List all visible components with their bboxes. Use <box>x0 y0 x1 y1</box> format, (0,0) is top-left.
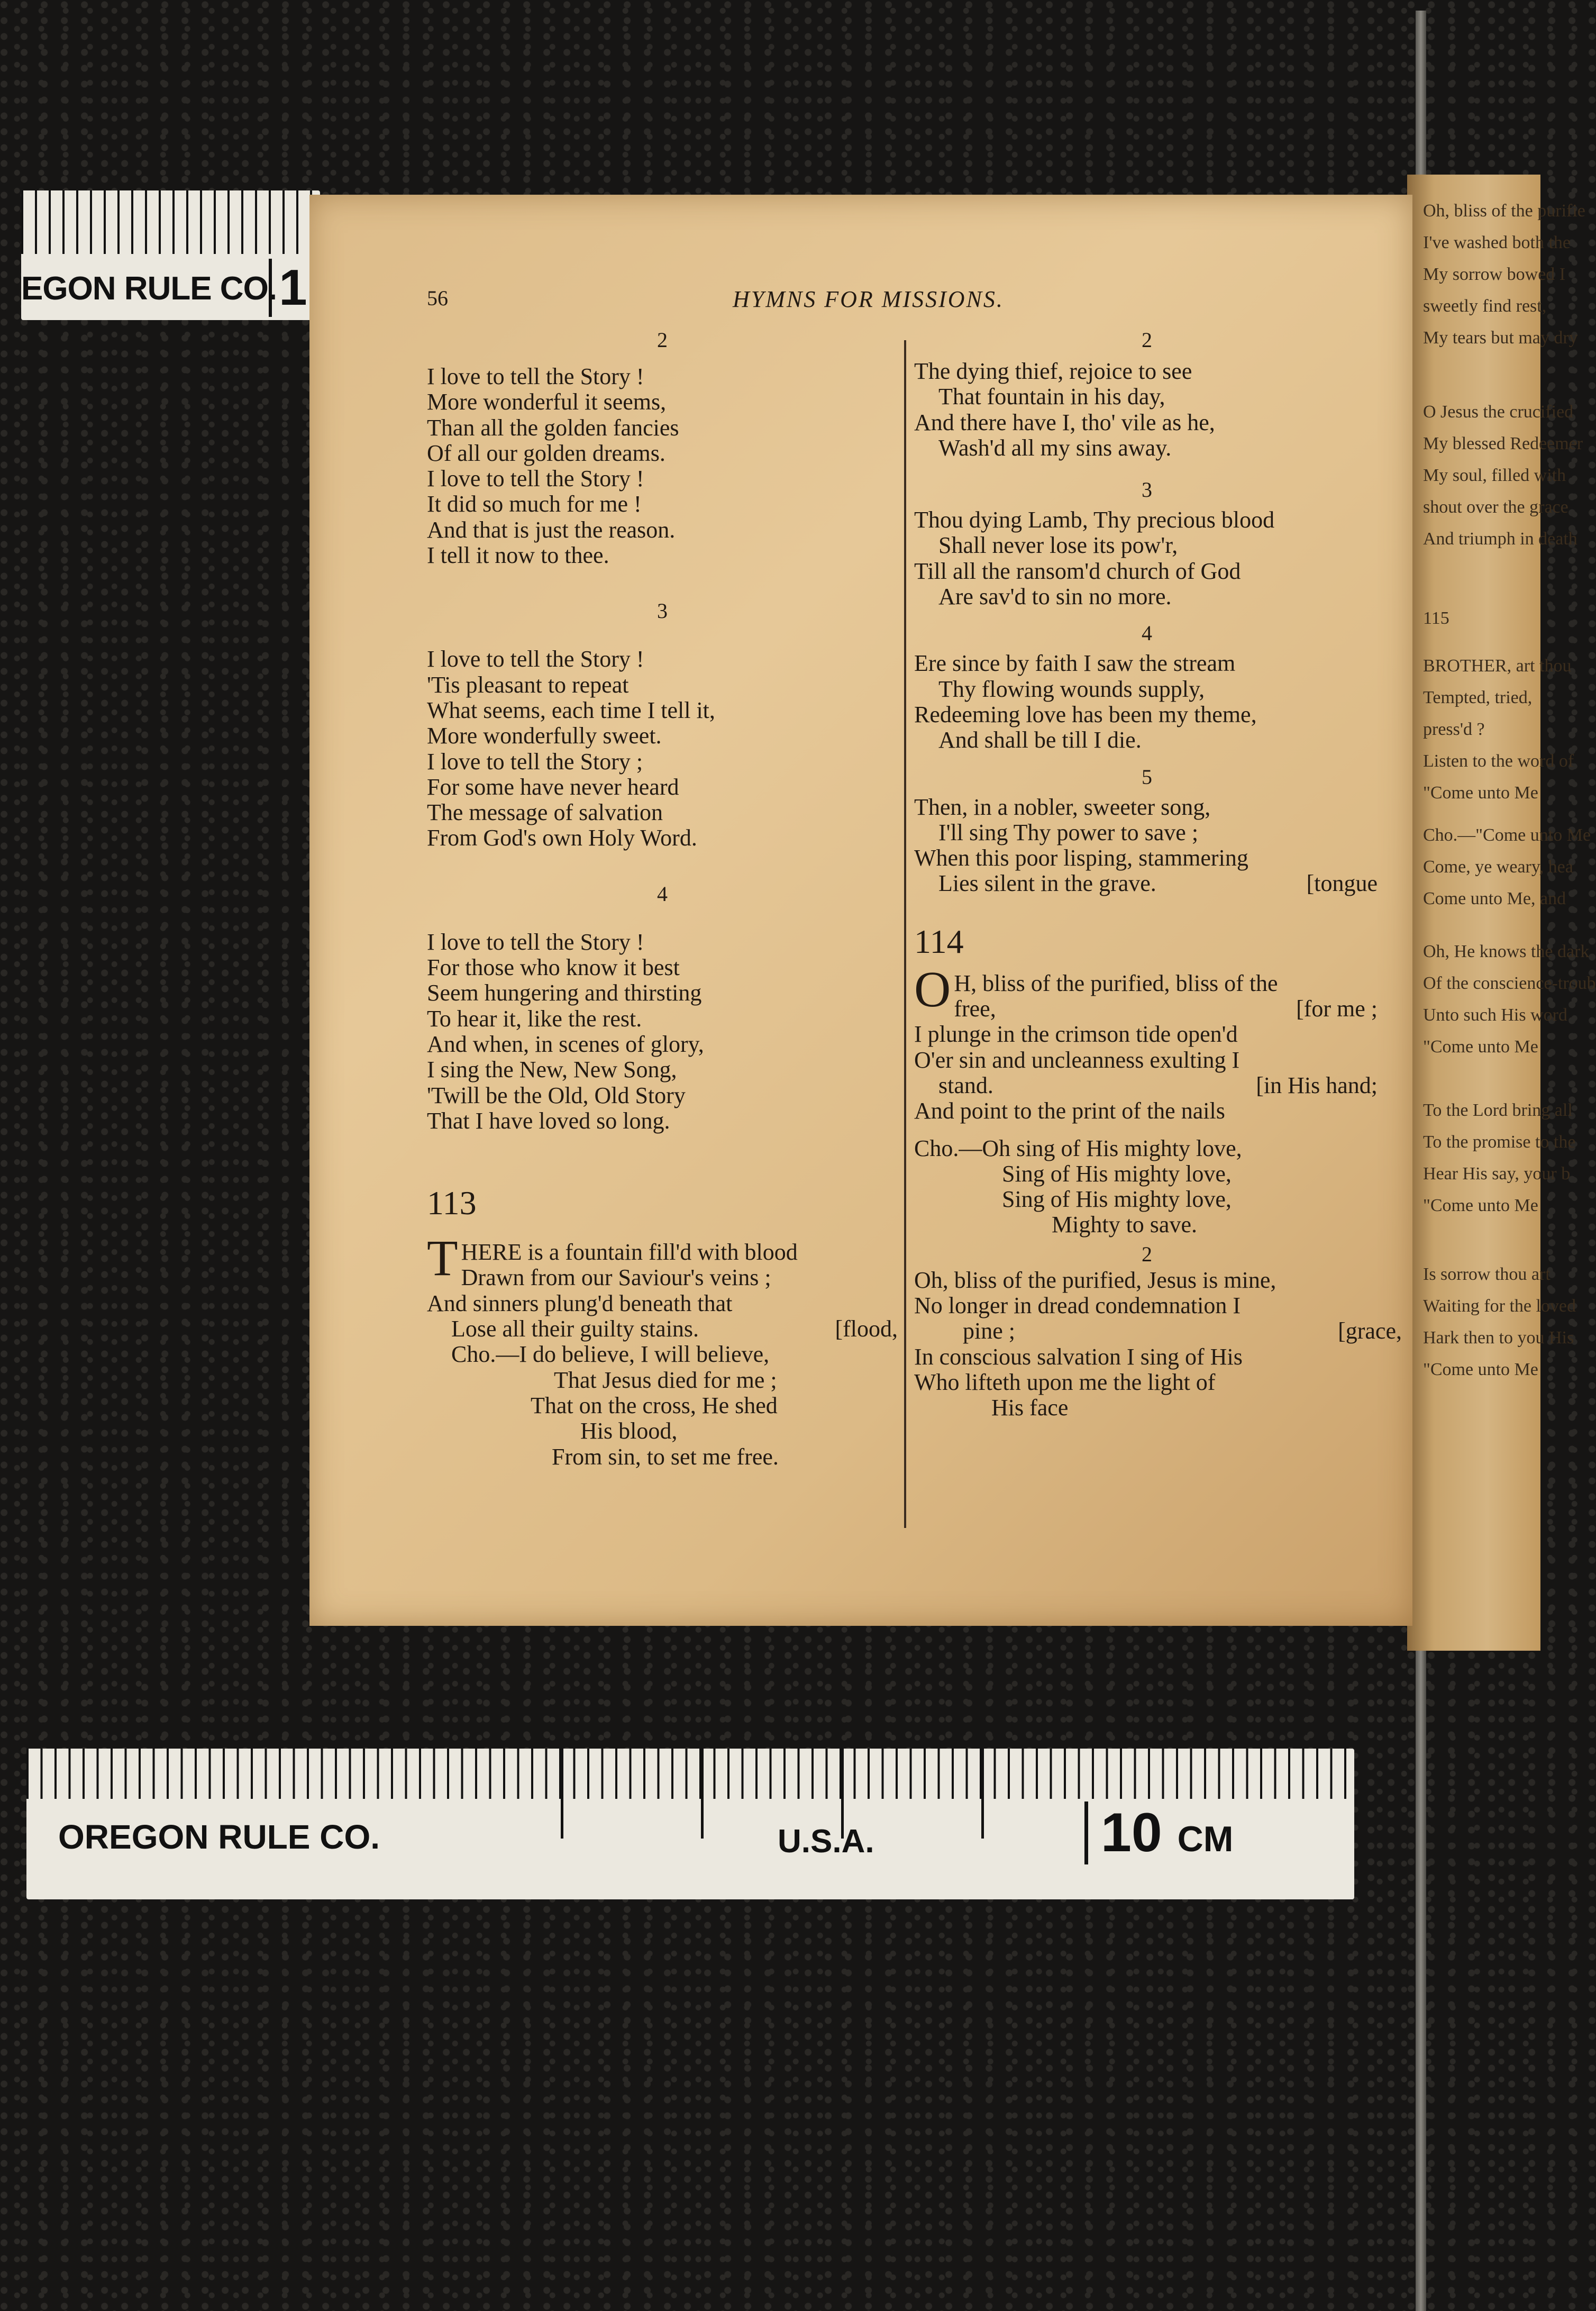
next-page-fragment: My sorrow bowed I <box>1423 265 1566 284</box>
page-header <box>309 286 1412 312</box>
next-page-fragment: press'd ? <box>1423 720 1485 739</box>
stanza-number: 3 <box>1142 478 1152 502</box>
verse-line: I sing the New, New Song, <box>427 1057 677 1083</box>
next-page-fragment: Oh, bliss of the purifie <box>1423 201 1585 221</box>
verse-line: I love to tell the Story ! <box>427 363 644 389</box>
stanza-number: 4 <box>657 881 668 906</box>
stanza <box>914 764 1380 897</box>
carryover-word: [for me ; <box>1296 996 1378 1022</box>
stanza <box>427 327 898 568</box>
next-page-fragment: Hear His say, your b <box>1423 1164 1571 1184</box>
stanza <box>914 620 1380 753</box>
drop-cap: O <box>914 960 951 1017</box>
verse-line: No longer in dread condemnation I <box>914 1293 1241 1319</box>
verse-line: Wash'd all my sins away. <box>938 434 1172 461</box>
next-page-fragment: My soul, filled with <box>1423 466 1566 485</box>
next-page-fragment: To the Lord bring all <box>1423 1100 1573 1120</box>
stanza-number: 2 <box>1142 1242 1152 1266</box>
next-page-fragment: Unto such His word <box>1423 1005 1567 1025</box>
ruler-bottom <box>26 1749 1354 1899</box>
verse-line: Thy flowing wounds supply, <box>938 676 1205 702</box>
verse-line: stand. [in His hand; <box>938 1072 1378 1098</box>
chorus-line: Sing of His mighty love, <box>1002 1186 1232 1213</box>
verse-line: I plunge in the crimson tide open'd <box>914 1021 1238 1048</box>
verse-line: I love to tell the Story ! <box>427 466 644 492</box>
next-page-fragment: O Jesus the crucified <box>1423 402 1574 422</box>
next-page-fragment: My blessed Redeemer <box>1423 434 1583 453</box>
verse-line: I love to tell the Story ; <box>427 748 643 775</box>
next-page-fragment: Of the conscience-troub <box>1423 973 1596 993</box>
verse-line: What seems, each time I tell it, <box>427 697 715 723</box>
hymn-number: 114 <box>914 922 964 960</box>
verse-line: Ere since by faith I saw the stream <box>914 650 1236 677</box>
stanza-number: 3 <box>657 599 668 623</box>
ruler-major-tick <box>701 1749 704 1839</box>
verse-line: Redeeming love has been my theme, <box>914 701 1257 727</box>
verse-line: Who lifteth upon me the light of <box>914 1369 1216 1395</box>
page-number: 56 <box>427 286 448 310</box>
next-page-fragment: I've washed both the <box>1423 233 1571 252</box>
next-page-fragment: My tears but may dry <box>1423 328 1578 348</box>
verse-line: Are sav'd to sin no more. <box>938 584 1172 610</box>
verse-line: From God's own Holy Word. <box>427 825 697 851</box>
left-column <box>427 327 898 1470</box>
verse-line: Thou dying Lamb, Thy precious blood <box>914 507 1275 533</box>
next-page-fragment: Cho.—"Come unto Me <box>1423 825 1591 845</box>
next-page-fragment: Listen to the word of <box>1423 751 1574 771</box>
carryover-word: [tongue <box>1306 870 1378 897</box>
chorus-line: That on the cross, He shed <box>531 1392 778 1418</box>
stanza <box>914 477 1380 609</box>
stanza-number: 5 <box>1142 765 1152 789</box>
next-page-fragment: "Come unto Me <box>1423 1360 1538 1379</box>
chorus-line: Cho.—Oh sing of His mighty love, <box>914 1135 1242 1161</box>
verse-line: pine ; [grace, <box>963 1318 1402 1344</box>
chorus-line: From sin, to set me free. <box>552 1443 779 1470</box>
next-page-fragment: Come unto Me, and <box>1423 889 1566 908</box>
verse-line: I love to tell the Story ! <box>427 646 644 672</box>
next-page-fragment: BROTHER, art thou <box>1423 656 1572 676</box>
ruler-major-tick <box>981 1749 984 1839</box>
carryover-word: [in His hand; <box>1256 1072 1378 1098</box>
hymn-number: 113 <box>427 1184 477 1222</box>
ruler-top <box>21 190 320 320</box>
ruler-major-tick <box>561 1749 563 1839</box>
ruler-number: 10 CM <box>1084 1802 1233 1864</box>
next-page-fragment: Oh, He knows the dark <box>1423 942 1590 961</box>
ruler-country: U.S.A. <box>778 1823 874 1860</box>
verse-line: In conscious salvation I sing of His <box>914 1343 1243 1370</box>
next-page-fragment: And triumph in death <box>1423 529 1577 549</box>
ruler-ticks <box>26 1749 1354 1799</box>
verse-line: Oh, bliss of the purified, Jesus is mine, <box>914 1267 1276 1293</box>
next-page-fragment: Hark then to you His <box>1423 1328 1574 1348</box>
stanza <box>427 598 898 851</box>
column-divider <box>904 340 906 1528</box>
next-page-fragment: To the promise to the <box>1423 1132 1576 1152</box>
verse-line: Than all the golden fancies <box>427 414 679 441</box>
chorus-line: Mighty to save. <box>1052 1212 1197 1238</box>
stanza-number: 2 <box>657 328 668 352</box>
next-page-fragment: sweetly find rest, <box>1423 296 1547 316</box>
drop-cap: T <box>427 1230 458 1287</box>
next-page-fragment: 115 <box>1423 608 1449 628</box>
verse-line: Lose all their guilty stains. [flood, <box>451 1316 898 1342</box>
hymn <box>914 918 1402 1421</box>
verse-line: That fountain in his day, <box>938 384 1165 410</box>
next-page-fragment: "Come unto Me <box>1423 783 1538 803</box>
stanza <box>427 881 898 1134</box>
next-page-fragment: Waiting for the loved <box>1423 1296 1576 1316</box>
verse-line: Of all our golden dreams. <box>427 440 665 466</box>
chorus-line: That Jesus died for me ; <box>554 1367 777 1393</box>
verse-line: To hear it, like the rest. <box>427 1005 642 1032</box>
running-head: HYMNS FOR MISSIONS. <box>733 286 1004 312</box>
stanza-number: 4 <box>1142 621 1152 645</box>
verse-line: That I have loved so long. <box>427 1107 670 1134</box>
ruler-brand: EGON RULE CO. <box>21 270 277 307</box>
verse-line: 'Tis pleasant to repeat <box>427 671 629 698</box>
verse-line: The message of salvation <box>427 799 663 826</box>
ruler-number: 1 <box>269 259 314 317</box>
chorus-line: Cho.—I do believe, I will believe, <box>451 1341 770 1368</box>
verse-line: O'er sin and uncleanness exulting I <box>914 1047 1240 1073</box>
verse-line: And that is just the reason. <box>427 516 676 543</box>
verse-line: Then, in a nobler, sweeter song, <box>914 794 1211 820</box>
verse-line: I tell it now to thee. <box>427 542 609 569</box>
verse-line: And there have I, tho' vile as he, <box>914 409 1215 435</box>
verse-line: Till all the ransom'd church of God <box>914 558 1241 584</box>
verse-line: And shall be till I die. <box>938 727 1142 753</box>
chorus-line: Sing of His mighty love, <box>1002 1160 1232 1187</box>
next-page <box>1407 175 1596 1651</box>
carryover-word: [grace, <box>1338 1318 1402 1344</box>
stanza-number: 2 <box>1142 328 1152 352</box>
next-page-fragment: Is sorrow thou art <box>1423 1264 1551 1284</box>
verse-line: His face <box>991 1395 1069 1421</box>
verse-line: And when, in scenes of glory, <box>427 1031 704 1057</box>
book-page <box>309 195 1412 1626</box>
verse-line: The dying thief, rejoice to see <box>914 358 1192 384</box>
verse-line: For some have never heard <box>427 774 679 800</box>
ruler-ticks <box>21 190 320 254</box>
next-page-fragment: shout over the grace <box>1423 497 1568 517</box>
verse-line: Shall never lose its pow'r, <box>938 532 1178 559</box>
verse-line: It did so much for me ! <box>427 491 642 517</box>
verse-line: 'Twill be the Old, Old Story <box>427 1082 686 1108</box>
verse-line: Drawn from our Saviour's veins ; <box>461 1264 771 1291</box>
verse-line: When this poor lisping, stammering <box>914 845 1248 871</box>
chorus-line: His blood, <box>580 1418 678 1444</box>
verse-line: O H, bliss of the purified, bliss of the <box>914 960 1278 1017</box>
right-column <box>914 327 1402 1421</box>
verse-line: Seem hungering and thirsting <box>427 980 702 1006</box>
verse-line: free, [for me ; <box>954 996 1378 1022</box>
verse-line: Lies silent in the grave. [tongue <box>938 870 1378 897</box>
verse-line: And sinners plung'd beneath that <box>427 1290 733 1316</box>
next-page-fragment: "Come unto Me <box>1423 1037 1538 1057</box>
verse-line: And point to the print of the nails <box>914 1098 1225 1124</box>
ruler-brand: OREGON RULE CO. <box>58 1818 380 1856</box>
verse-line: THERE is a fountain fill'd with blood <box>427 1230 798 1287</box>
verse-line: I'll sing Thy power to save ; <box>938 819 1199 845</box>
stanza <box>914 327 1380 461</box>
carryover-word: [flood, <box>835 1316 898 1342</box>
verse-line: More wonderful it seems, <box>427 389 667 415</box>
next-page-fragment: Tempted, tried, <box>1423 688 1533 707</box>
next-page-fragment: Come, ye weary, hea <box>1423 857 1573 877</box>
hymn <box>427 1179 898 1470</box>
verse-line: For those who know it best <box>427 954 680 981</box>
next-page-fragment: "Come unto Me <box>1423 1196 1538 1215</box>
verse-line: I love to tell the Story ! <box>427 929 644 955</box>
verse-line: More wonderfully sweet. <box>427 723 662 749</box>
